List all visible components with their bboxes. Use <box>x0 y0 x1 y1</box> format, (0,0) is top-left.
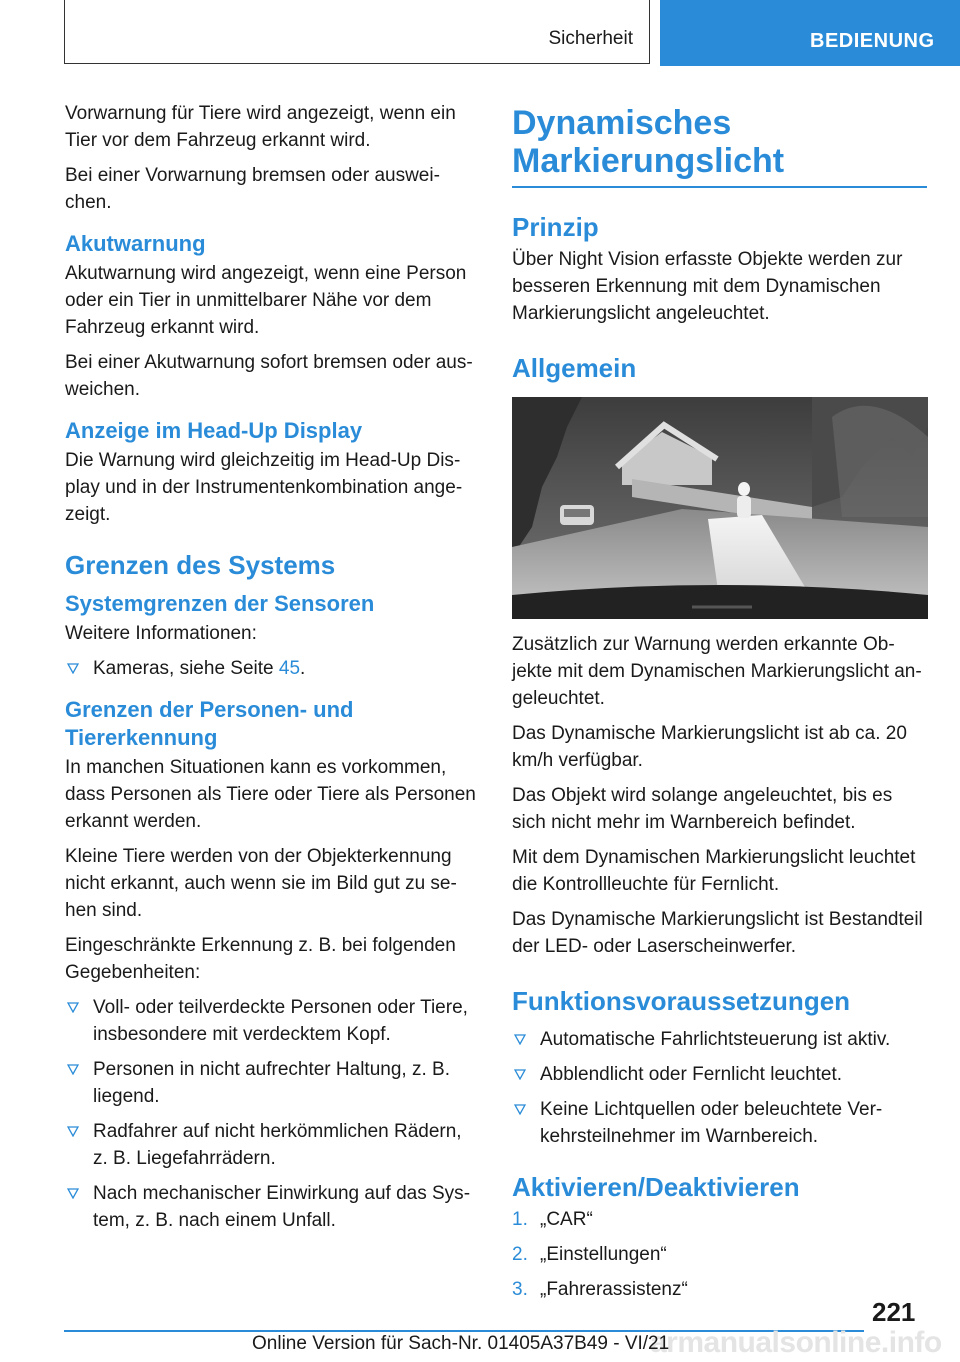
triangle-bullet-icon <box>67 1063 79 1075</box>
step-number: 1. <box>512 1209 528 1230</box>
list-item <box>65 994 480 1048</box>
step-item <box>512 1276 927 1303</box>
chapter-tab[interactable] <box>660 0 960 66</box>
paragraph: Bei einer Vorwarnung bremsen oder ausweichen. <box>65 165 440 213</box>
heading-akutwarnung: Akutwarnung <box>65 231 206 256</box>
paragraph: Bei einer Akutwarnung sofort bremsen oder ausweichen. <box>65 352 473 400</box>
heading-head-up-display: Anzeige im Head-Up Display <box>65 418 363 443</box>
page-number: 221 <box>872 1297 916 1327</box>
paragraph: Weitere Informationen: <box>65 623 257 644</box>
page-header <box>0 0 960 66</box>
paragraph: Das Dynamische Markierungslicht ist Bestandteil der LED- oder Laserscheinwerfer. <box>512 909 923 957</box>
paragraph: Akutwarnung wird angezeigt, wenn eine Person oder ein Tier in unmittelbarer Nähe vor dem Fahrzeug erkannt wird. <box>65 263 467 338</box>
paragraph: In manchen Situationen kann es vorkommen, dass Personen als Tiere oder Tiere als Personen erkannt werden. <box>65 757 476 832</box>
list-item <box>65 1180 480 1234</box>
list-item-text: Radfahrer auf nicht herkömmlichen Rädern, z. B. Liegefahrrädern. <box>93 1121 462 1169</box>
page-title: Dynamisches Markierungslicht <box>512 104 927 188</box>
triangle-bullet-icon <box>67 1125 79 1137</box>
heading-aktivieren-deaktivieren: Aktivieren/Deaktivieren <box>512 1172 800 1202</box>
paragraph: Das Dynamische Markierungslicht ist ab ca. 20 km/h verfügbar. <box>512 723 907 771</box>
triangle-bullet-icon <box>67 1001 79 1013</box>
section-title: Sicherheit <box>548 28 633 49</box>
step-text: „CAR“ <box>540 1209 593 1230</box>
step-text: „Einstellungen“ <box>540 1244 667 1265</box>
paragraph: Vorwarnung für Tiere wird angezeigt, wenn ein Tier vor dem Fahrzeug erkannt wird. <box>65 103 456 151</box>
triangle-bullet-icon <box>514 1068 526 1080</box>
section-tab[interactable] <box>64 0 650 64</box>
list-item <box>65 1118 480 1172</box>
paragraph: Mit dem Dynamischen Markierungslicht leuchtet die Kontrollleuchte für Fernlicht. <box>512 847 916 895</box>
right-column <box>512 104 927 1311</box>
list-item-text: Kameras, siehe Seite <box>93 658 279 679</box>
list-item-text: Personen in nicht aufrechter Haltung, z. B. liegend. <box>93 1059 450 1107</box>
triangle-bullet-icon <box>514 1103 526 1115</box>
list-item <box>65 655 480 682</box>
activation-steps <box>512 1206 927 1303</box>
paragraph: Eingeschränkte Erkennung z. B. bei folgenden Gegebenheiten: <box>65 935 456 983</box>
list-item-text: Nach mechanischer Einwirkung auf das System, z. B. nach einem Unfall. <box>93 1183 471 1231</box>
watermark-logo: armanualsonline.info <box>650 1326 942 1359</box>
online-version-note: Online Version für Sach-Nr. 01405A37B49 - VI/21 <box>252 1333 670 1354</box>
paragraph: Kleine Tiere werden von der Objekterkennung nicht erkannt, auch wenn sie im Bild gut zu sehen sind. <box>65 846 457 921</box>
heading-funktionsvoraussetzungen: Funktionsvoraussetzungen <box>512 986 851 1016</box>
list-item-text: Automatische Fahrlichtsteuerung ist aktiv. <box>540 1029 891 1050</box>
paragraph: Zusätzlich zur Warnung werden erkannte Objekte mit dem Dynamischen Markierungslicht angeleuchtet. <box>512 634 922 709</box>
heading-prinzip: Prinzip <box>512 212 599 242</box>
step-item <box>512 1241 927 1268</box>
list-item <box>512 1096 927 1150</box>
list-item <box>512 1026 927 1053</box>
heading-grenzen-des-systems: Grenzen des Systems <box>65 550 336 580</box>
list-item <box>65 1056 480 1110</box>
step-item <box>512 1206 927 1233</box>
paragraph: Das Objekt wird solange angeleuchtet, bis es sich nicht mehr im Warnbereich befindet. <box>512 785 893 833</box>
paragraph: Die Warnung wird gleichzeitig im Head-Up Display und in der Instrumentenkombination angezeigt. <box>65 450 463 525</box>
step-number: 2. <box>512 1244 528 1265</box>
limitation-list <box>65 994 480 1234</box>
triangle-bullet-icon <box>67 1187 79 1199</box>
heading-systemgrenzen-sensoren: Systemgrenzen der Sensoren <box>65 591 375 616</box>
person-shape <box>738 482 750 496</box>
requirements-list <box>512 1026 927 1150</box>
list-item-text: Abblendlicht oder Fernlicht leuchtet. <box>540 1064 843 1085</box>
list-item-text: Voll- oder teilverdeckte Personen oder Tiere, insbesondere mit verdecktem Kopf. <box>93 997 468 1045</box>
night-vision-image <box>512 397 928 619</box>
chapter-title: BEDIENUNG <box>810 30 935 52</box>
triangle-bullet-icon <box>67 662 79 674</box>
triangle-bullet-icon <box>514 1033 526 1045</box>
sensor-list <box>65 655 480 682</box>
list-item <box>512 1061 927 1088</box>
step-text: „Fahrerassistenz“ <box>540 1279 688 1300</box>
page-reference-link[interactable]: 45 <box>278 658 301 679</box>
list-item-text: Keine Lichtquellen oder beleuchtete Verkehrsteilnehmer im Warnbereich. <box>540 1099 883 1147</box>
left-column <box>65 100 480 1242</box>
paragraph: Über Night Vision erfasste Objekte werden zur besseren Erkennung mit dem Dynamischen Markierungslicht angeleuchtet. <box>512 249 903 324</box>
step-number: 3. <box>512 1279 528 1300</box>
heading-personen-tiererkennung: Grenzen der Personen- und Tiererkennung <box>65 697 354 750</box>
heading-allgemein: Allgemein <box>512 353 637 383</box>
list-item-punct: . <box>300 658 306 679</box>
